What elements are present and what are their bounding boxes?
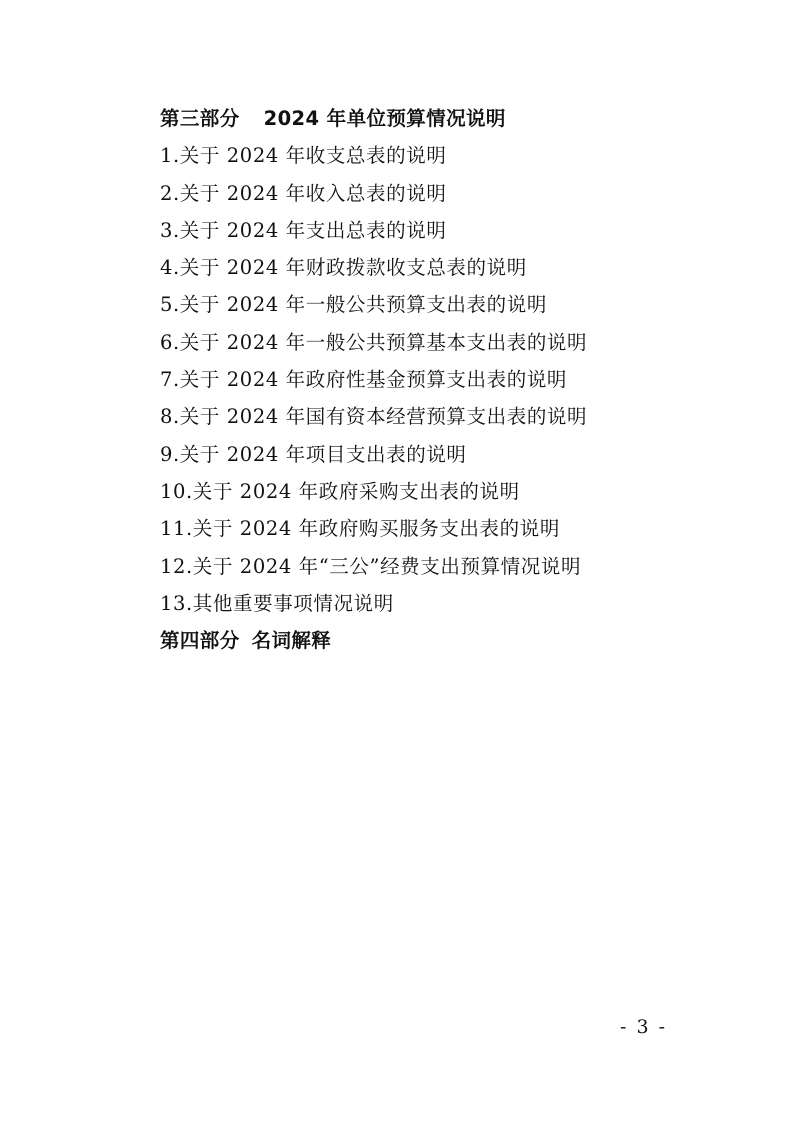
toc-item: 6.关于 2024 年一般公共预算基本支出表的说明 [160,330,588,354]
toc-item: 11.关于 2024 年政府购买服务支出表的说明 [160,517,560,541]
toc-item: 3.关于 2024 年支出总表的说明 [160,218,447,242]
toc-item: 10.关于 2024 年政府采购支出表的说明 [160,479,520,503]
section-title: 名词解释 [251,629,332,653]
section-heading-part4 [160,622,660,659]
toc-item: 1.关于 2024 年收支总表的说明 [160,144,447,168]
toc-item: 2.关于 2024 年收入总表的说明 [160,181,447,205]
page-number: - 3 - [620,1016,668,1038]
toc-item: 9.关于 2024 年项目支出表的说明 [160,442,467,466]
toc-item: 13.其他重要事项情况说明 [160,591,394,615]
section-heading-part3 [160,100,660,137]
section-label: 第三部分 [160,107,240,130]
table-of-contents [160,100,660,659]
toc-item: 8.关于 2024 年国有资本经营预算支出表的说明 [160,405,588,429]
section-title: 2024 年单位预算情况说明 [263,107,506,130]
toc-item: 12.关于 2024 年“三公”经费支出预算情况说明 [160,554,582,578]
toc-item: 5.关于 2024 年一般公共预算支出表的说明 [160,293,547,317]
toc-item: 7.关于 2024 年政府性基金预算支出表的说明 [160,368,568,392]
toc-item: 4.关于 2024 年财政拨款收支总表的说明 [160,256,527,280]
section-label: 第四部分 [160,629,240,653]
